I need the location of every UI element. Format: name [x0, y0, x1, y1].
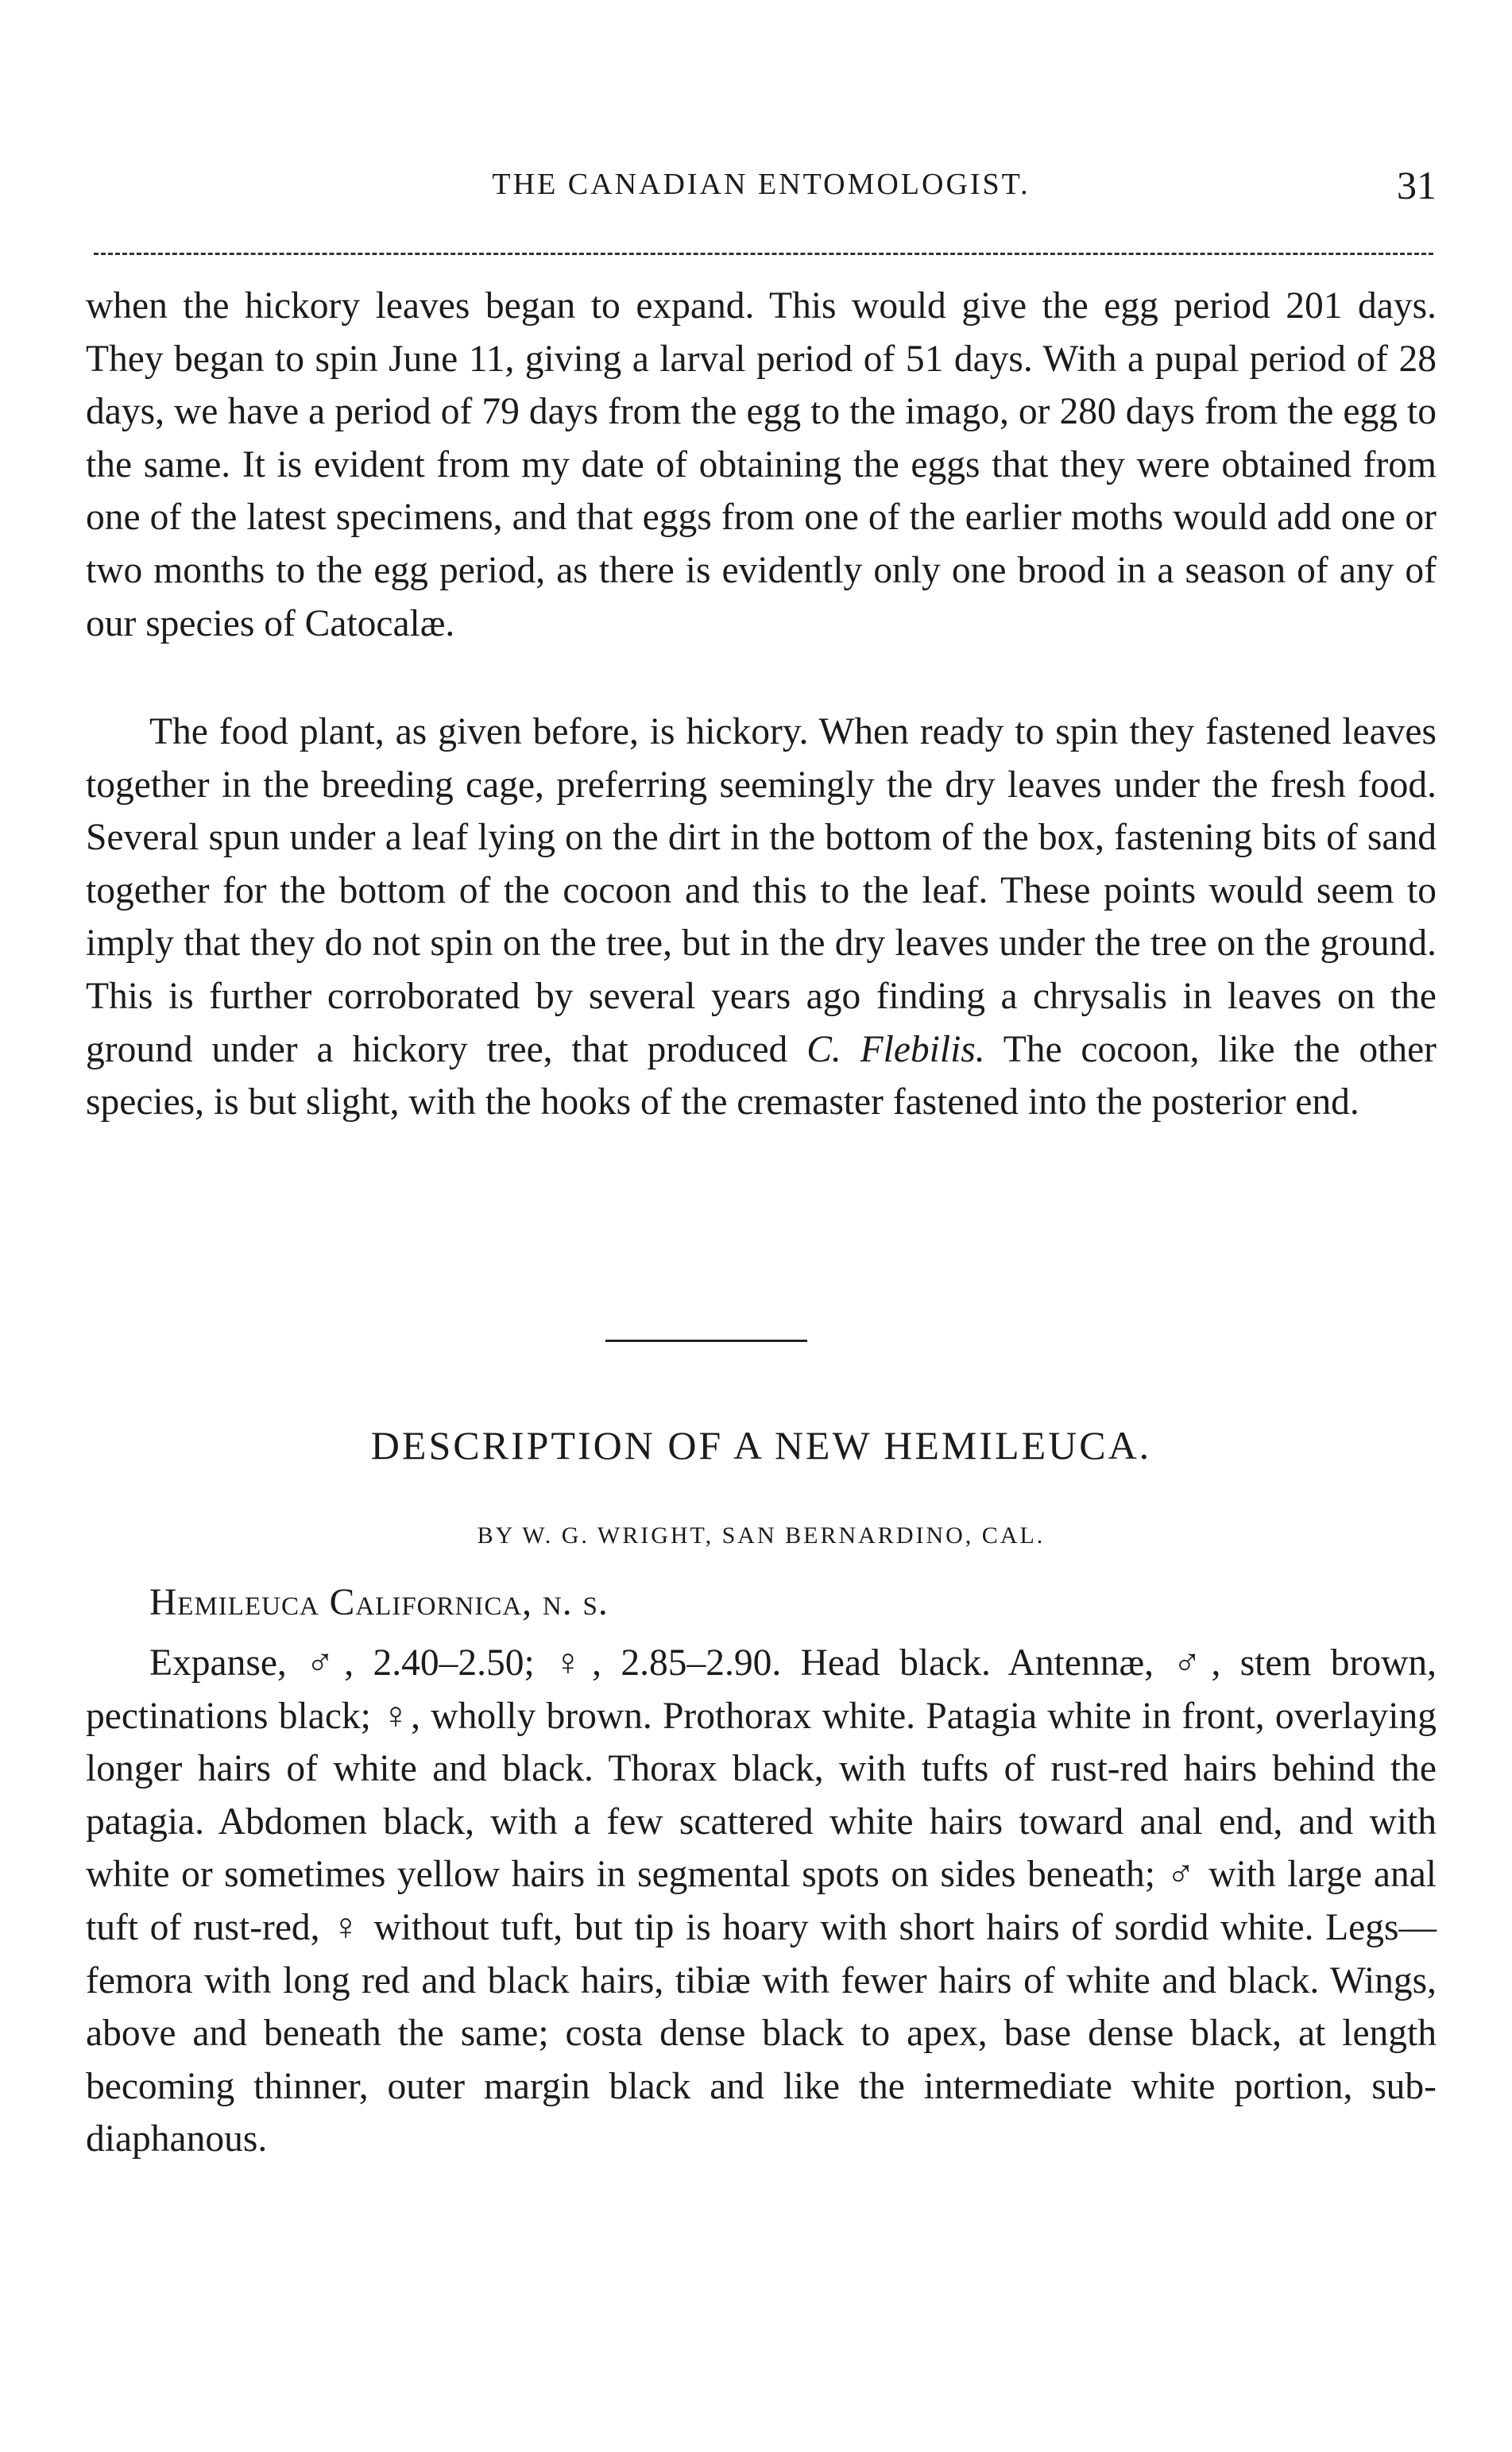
species-name: C. Flebilis.: [806, 1028, 985, 1070]
paragraph-text: when the hickory leaves began to expand. This would give the egg period 201 days. They began to spin June 11, giving a larval period of 51 days. With a pupal period of 28 days, we have a period of 79 days from the egg to the imago, or 280 days from the egg to the same. It is evident from my date of obtaining the eggs that they were obtained from one of the latest specimens, and that eggs from one of the earlier moths would add one or two months to the egg period, as there is evidently only one brood in a season of any of our species of Catocalæ.: [86, 285, 1437, 644]
journal-title: THE CANADIAN ENTOMOLOGIST.: [492, 168, 1031, 201]
paragraph-food-plant: [86, 706, 1437, 1129]
header-rule: [94, 253, 1433, 255]
running-head: [86, 162, 1437, 210]
paragraph-text: Expanse, ♂, 2.40–2.50; ♀, 2.85–2.90. Head black. Antennæ, ♂, stem brown, pectinations black; ♀, wholly brown. Prothorax white. Patagia white in front, overlaying longer hairs of white and black. Thorax black, with tufts of rust-red hairs behind the patagia. Abdomen black, with a few scattered white hairs toward anal end, and with white or sometimes yellow hairs in segmental spots on sides beneath; ♂ with large anal tuft of rust-red, ♀ without tuft, but tip is hoary with short hairs of sordid white. Legs—femora with long red and black hairs, tibiæ with fewer hairs of white and black. Wings, above and beneath the same; costa dense black to apex, base dense black, at length becoming thinner, outer margin black and like the intermediate white portion, sub-diaphanous.: [86, 1642, 1437, 2160]
page-number: 31: [1397, 163, 1437, 207]
species-heading: Hemileuca Californica, n. s.: [149, 1582, 609, 1623]
paragraph-egg-period: [86, 280, 1437, 650]
article-byline: BY W. G. WRIGHT, SAN BERNARDINO, CAL.: [477, 1522, 1046, 1549]
paragraph-text-main: The food plant, as given before, is hickory. When ready to spin they fastened leaves together in the breeding cage, preferring seemingly the dry leaves under the fresh food. Several spun under a leaf lying on the dirt in the bottom of the box, fastening bits of sand together for the bottom of the cocoon and this to the leaf. These points would seem to imply that they do not spin on the tree, but in the dry leaves under the tree on the ground. This is further corroborated by several years ago finding a chrysalis in leaves on the ground under a hickory tree, that produced: [86, 711, 1437, 1070]
section-divider: [605, 1340, 807, 1342]
paragraph-description: [86, 1637, 1437, 2166]
paragraph-text: [86, 706, 1437, 1129]
article-title: DESCRIPTION OF A NEW HEMILEUCA.: [370, 1423, 1152, 1468]
paragraph-text-end: The cocoon, like the other species, is but slight, with the hooks of the cremaster fastened into the posterior end.: [86, 1028, 1437, 1124]
